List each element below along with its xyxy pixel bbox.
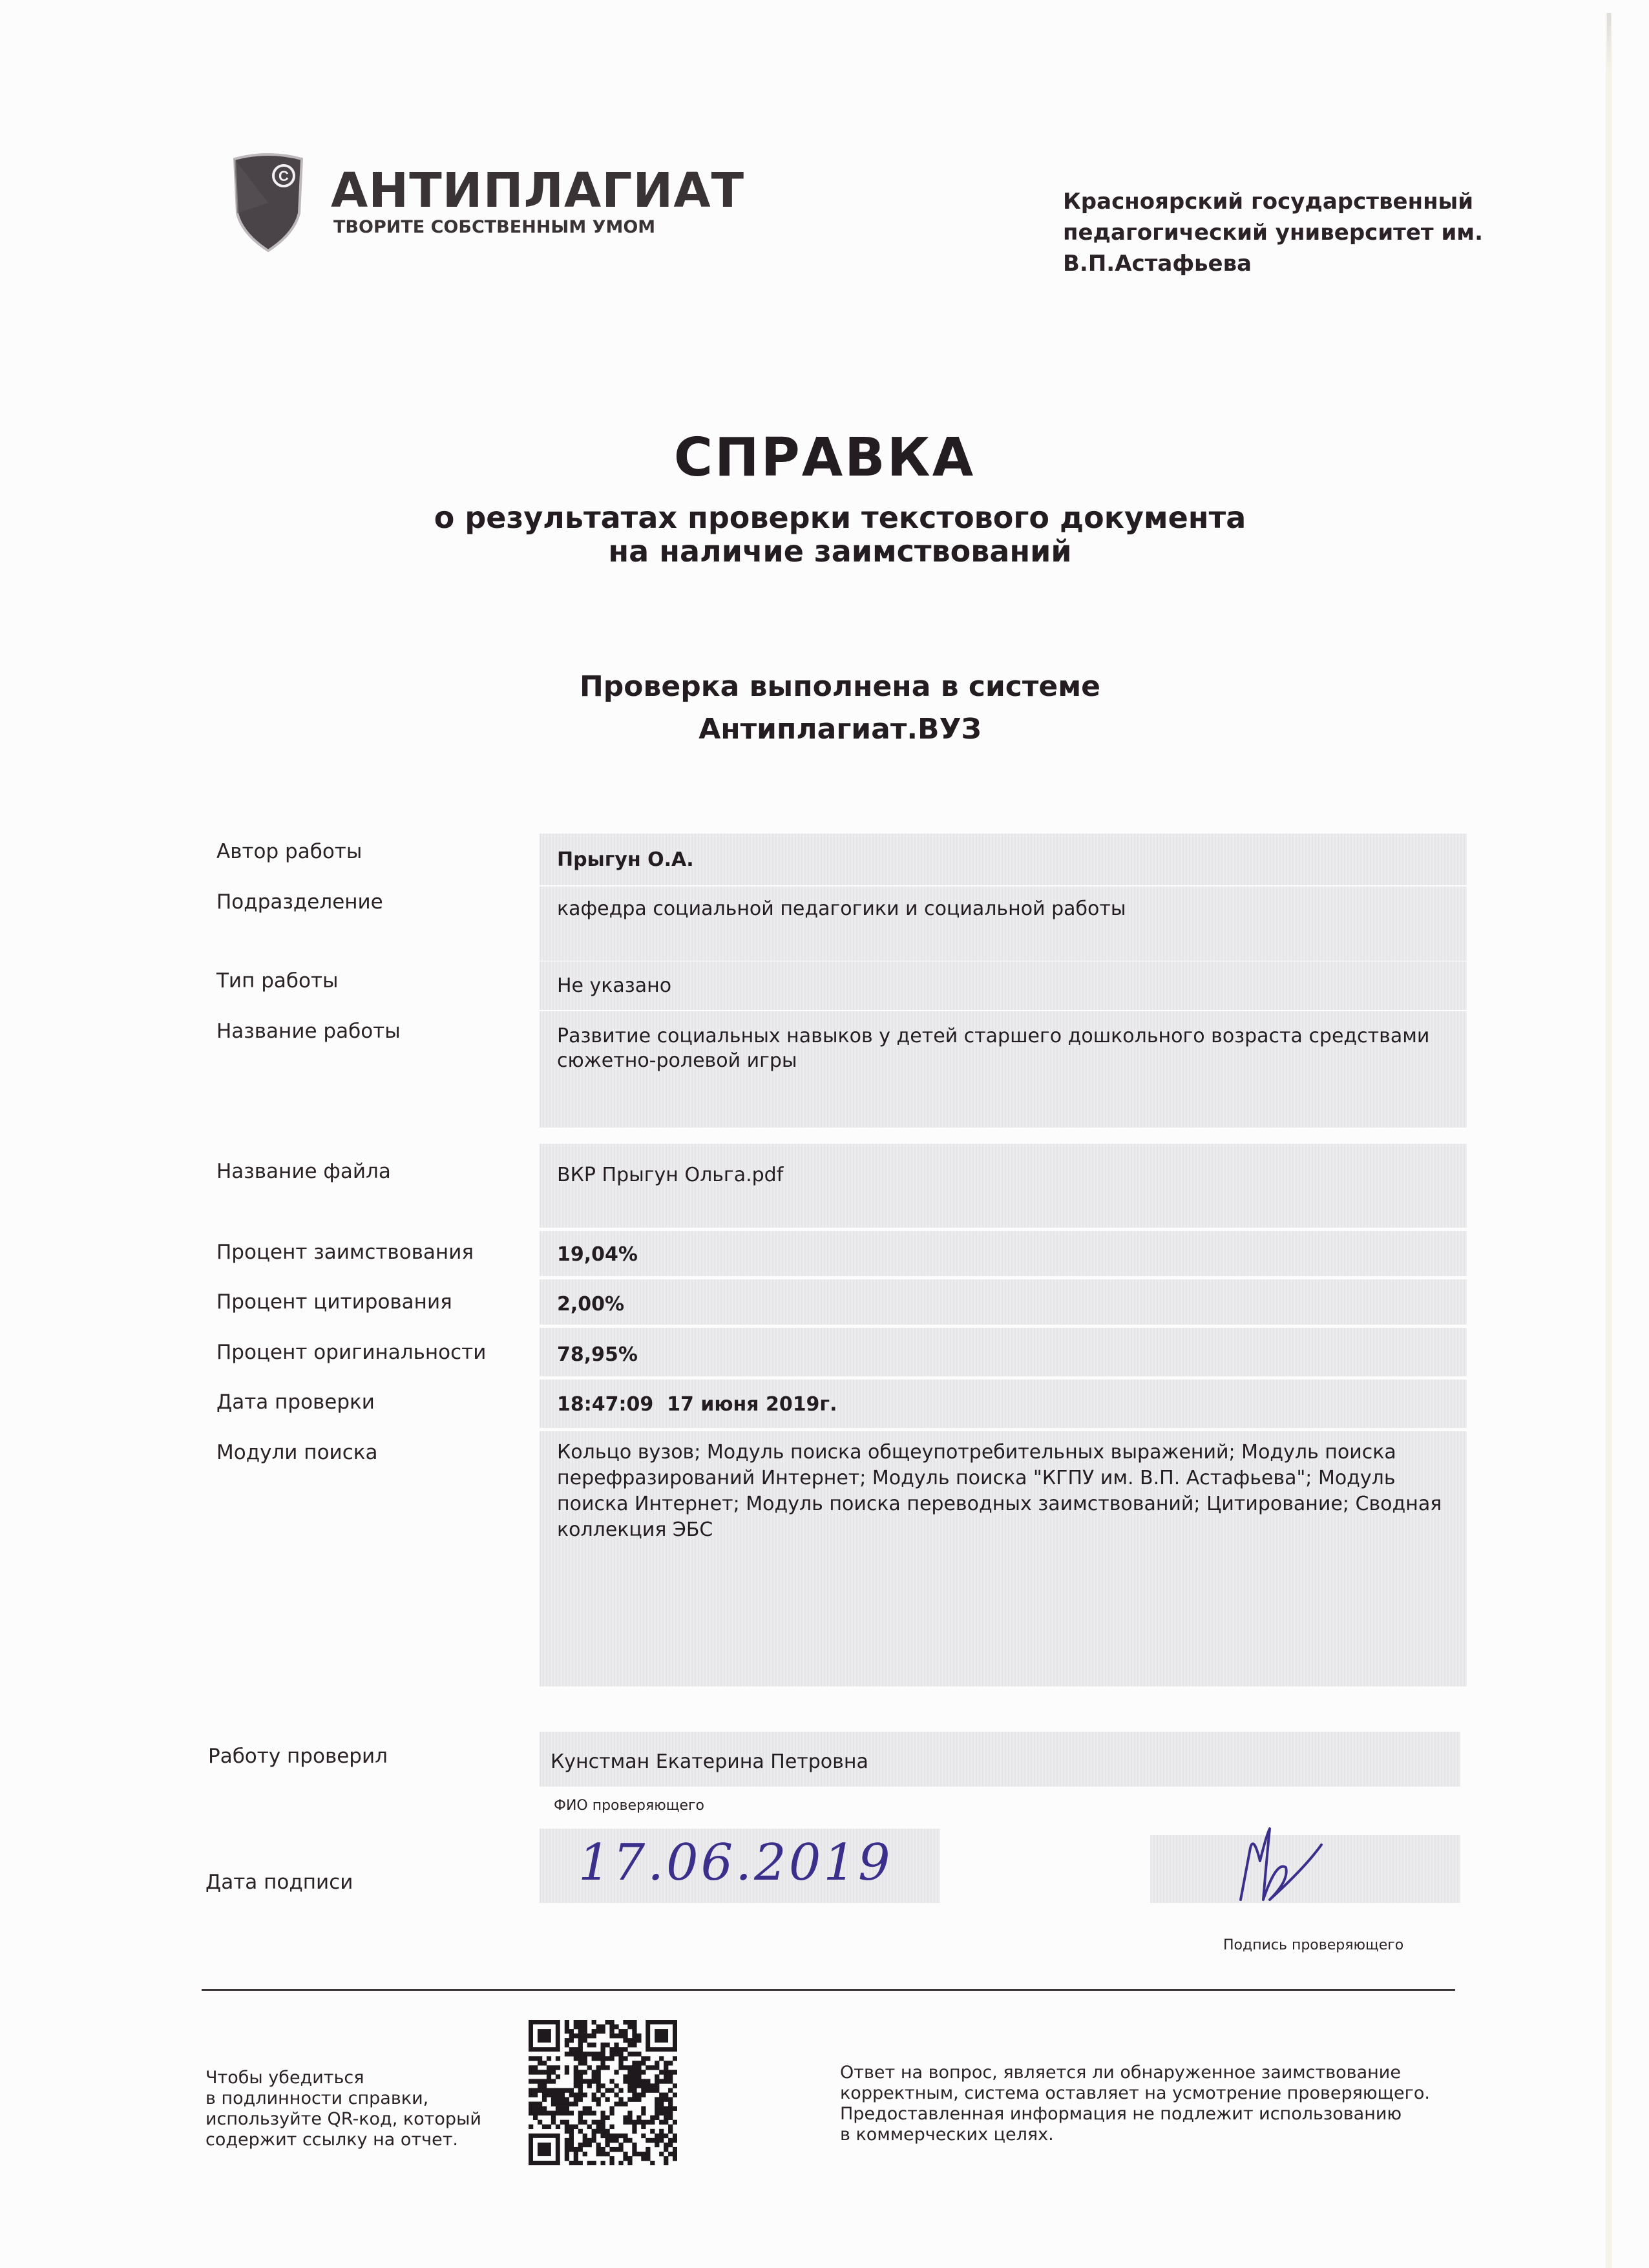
value-author: Прыгун О.А. — [557, 848, 694, 871]
label-search-modules: Модули поиска — [216, 1441, 378, 1464]
label-file-name: Название файла — [216, 1160, 391, 1183]
label-reviewer: Работу проверил — [208, 1745, 388, 1768]
document-title: СПРАВКА — [673, 427, 976, 488]
label-department: Подразделение — [216, 890, 383, 914]
organization-line: педагогический университет им. — [1063, 220, 1483, 246]
copyright-shield-icon — [229, 150, 307, 253]
value-originality-percent: 78,95% — [557, 1343, 638, 1366]
qr-note-line: в подлинности справки, — [205, 2088, 429, 2108]
value-work-title — [557, 1024, 1429, 1073]
system-name: Антиплагиат.ВУЗ — [698, 713, 982, 746]
organization-line: В.П.Астафьева — [1063, 251, 1252, 277]
field-box-originality — [540, 1328, 1467, 1376]
disclaimer-line: Предоставленная информация не подлежит использованию — [840, 2104, 1402, 2124]
system-line: Проверка выполнена в системе — [579, 670, 1101, 703]
subtitle-line: о результатах проверки текстового документа — [434, 500, 1246, 535]
brand-tagline: ТВОРИТЕ СОБСТВЕННЫМ УМОМ — [333, 217, 656, 237]
signature-icon — [1215, 1822, 1370, 1913]
value-reviewer-name: Кунстман Екатерина Петровна — [551, 1750, 868, 1773]
label-work-type: Тип работы — [216, 969, 339, 992]
qr-note — [205, 2068, 481, 2150]
qr-note-line: используйте QR-код, который — [205, 2109, 481, 2129]
disclaimer-line: в коммерческих целях. — [840, 2125, 1054, 2145]
search-modules-line: перефразирований Интернет; Модуль поиска "КГПУ им. В.П. Астафьева"; Модуль — [557, 1467, 1396, 1489]
value-work-type: Не указано — [557, 974, 672, 997]
disclaimer-line: Ответ на вопрос, является ли обнаруженное заимствование — [840, 2063, 1401, 2083]
search-modules-line: коллекция ЭБС — [557, 1518, 713, 1541]
field-box-citation — [540, 1279, 1467, 1325]
label-originality-percent: Процент оригинальности — [216, 1341, 487, 1364]
qr-note-line: Чтобы убедиться — [205, 2068, 364, 2088]
paper-edge-shadow — [1607, 13, 1611, 71]
qr-note-line: содержит ссылку на отчет. — [205, 2130, 458, 2150]
paper-edge — [1606, 13, 1612, 2268]
disclaimer-line: корректным, система оставляет на усмотрение проверяющего. — [840, 2083, 1430, 2103]
value-search-modules — [557, 1440, 1442, 1543]
label-borrowing-percent: Процент заимствования — [216, 1241, 474, 1264]
label-citation-percent: Процент цитирования — [216, 1290, 452, 1314]
value-citation-percent: 2,00% — [557, 1293, 625, 1316]
search-modules-line: поиска Интернет; Модуль поиска переводных заимствований; Цитирование; Сводная — [557, 1493, 1442, 1515]
value-file-name: ВКР Прыгун Ольга.pdf — [557, 1164, 784, 1186]
handwritten-sign-date: 17.06.2019 — [578, 1834, 893, 1892]
organization-name — [1063, 186, 1483, 279]
field-box-borrowing — [540, 1231, 1467, 1276]
value-borrowing-percent: 19,04% — [557, 1243, 638, 1266]
footer-divider — [202, 1989, 1455, 1991]
label-author: Автор работы — [216, 840, 362, 863]
label-check-date: Дата проверки — [216, 1391, 375, 1414]
value-check-date: 18:47:09 17 июня 2019г. — [557, 1393, 837, 1416]
system-info — [388, 666, 1292, 751]
label-work-title: Название работы — [216, 1020, 401, 1043]
reviewer-name-caption: ФИО проверяющего — [554, 1798, 705, 1814]
brand-name: АНТИПЛАГИАТ — [331, 163, 745, 218]
work-title-line: сюжетно-ролевой игры — [557, 1049, 797, 1072]
value-department: кафедра социальной педагогики и социальной работы — [557, 898, 1126, 920]
document-subtitle — [388, 501, 1292, 568]
work-title-line: Развитие социальных навыков у детей старшего дошкольного возраста средствами — [557, 1025, 1430, 1047]
field-box-work-type — [540, 961, 1467, 1010]
signature-caption: Подпись проверяющего — [1223, 1937, 1404, 1953]
qr-code-icon[interactable] — [529, 2020, 677, 2165]
subtitle-line: на наличие заимствований — [608, 534, 1072, 569]
disclaimer — [840, 2063, 1430, 2145]
organization-line: Красноярский государственный — [1063, 189, 1474, 215]
search-modules-line: Кольцо вузов; Модуль поиска общеупотребительных выражений; Модуль поиска — [557, 1441, 1396, 1464]
svg-text:C: C — [278, 168, 289, 184]
label-sign-date: Дата подписи — [205, 1871, 353, 1894]
